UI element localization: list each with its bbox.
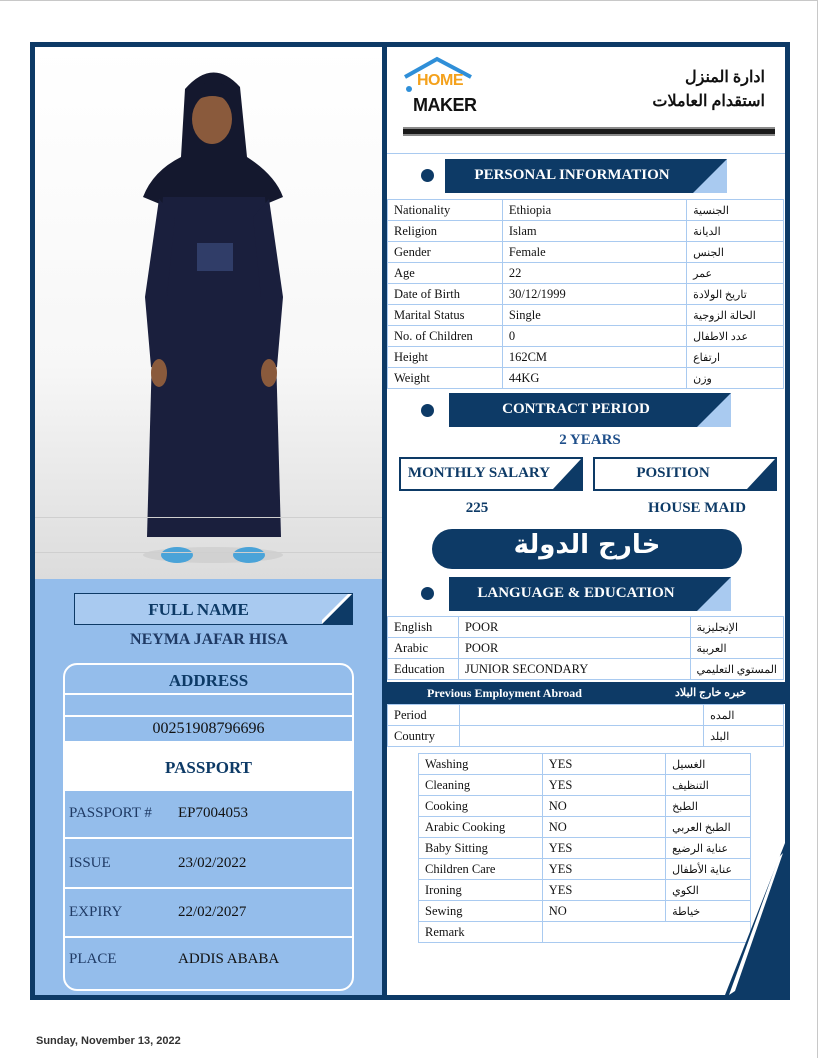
skill-row-value: NO xyxy=(542,901,665,922)
personal-info-title: PERSONAL INFORMATION xyxy=(474,167,670,183)
language-row-label: Education xyxy=(388,659,459,680)
personal-row-value: Ethiopia xyxy=(502,200,686,221)
place-value: ADDIS ABABA xyxy=(178,951,280,967)
personal-row-arabic-label: الحالة الزوجية xyxy=(687,305,784,326)
bullet-icon xyxy=(421,587,434,600)
previous-row-label: Period xyxy=(388,705,460,726)
place-label: PLACE xyxy=(69,951,117,967)
corner-triangle-icon xyxy=(697,577,731,611)
corner-triangle-icon xyxy=(747,459,775,489)
logo-maker-text: MAKER xyxy=(413,95,477,115)
passport-number-label: PASSPORT # xyxy=(69,805,152,821)
skill-row xyxy=(419,754,751,775)
corner-triangle-icon xyxy=(693,159,727,193)
skill-row-arabic-label: عناية الرضيع xyxy=(666,838,751,859)
issue-label: ISSUE xyxy=(69,855,111,871)
corner-triangle-icon xyxy=(697,393,731,427)
contract-period-value: 2 YEARS xyxy=(559,432,621,448)
corner-triangle-icon xyxy=(322,594,352,624)
skill-row xyxy=(419,880,751,901)
personal-row xyxy=(388,347,784,368)
passport-label: PASSPORT xyxy=(65,743,352,791)
full-name-value: NEYMA JAFAR HISA xyxy=(130,631,288,648)
skill-row xyxy=(419,796,751,817)
address-line xyxy=(65,695,352,717)
personal-row-label: No. of Children xyxy=(388,326,503,347)
person-figure-icon xyxy=(35,47,382,579)
skill-row xyxy=(419,817,751,838)
personal-row xyxy=(388,263,784,284)
language-row xyxy=(388,638,784,659)
passport-row xyxy=(65,890,352,938)
remark-label: Remark xyxy=(419,922,543,943)
position-box xyxy=(593,457,777,491)
skill-row-value: YES xyxy=(542,859,665,880)
personal-row xyxy=(388,284,784,305)
language-row-arabic-label: الإنجليزية xyxy=(690,617,783,638)
skills-table xyxy=(418,753,751,943)
skill-row-label: Cooking xyxy=(419,796,543,817)
header-rule xyxy=(403,127,775,136)
candidate-photo xyxy=(35,47,382,579)
full-name-label: FULL NAME xyxy=(148,600,249,619)
personal-row xyxy=(388,368,784,389)
language-education-header xyxy=(449,577,731,611)
skill-row-value: YES xyxy=(542,880,665,901)
passport-row xyxy=(65,841,352,889)
personal-row-arabic-label: وزن xyxy=(687,368,784,389)
personal-row-arabic-label: تاريخ الولادة xyxy=(687,284,784,305)
skill-row xyxy=(419,838,751,859)
full-name-header xyxy=(74,593,353,625)
personal-row-arabic-label: عمر xyxy=(687,263,784,284)
personal-row-value: 30/12/1999 xyxy=(502,284,686,305)
skill-row xyxy=(419,775,751,796)
passport-row xyxy=(65,791,352,839)
abroad-pill: خارج الدولة xyxy=(432,529,742,569)
personal-row xyxy=(388,221,784,242)
personal-row-value: 22 xyxy=(502,263,686,284)
personal-row-label: Marital Status xyxy=(388,305,503,326)
remark-value xyxy=(542,922,750,943)
language-row xyxy=(388,659,784,680)
skill-row-arabic-label: عناية الأطفال xyxy=(666,859,751,880)
personal-row xyxy=(388,242,784,263)
address-passport-box xyxy=(63,663,354,991)
passport-number-value: EP7004053 xyxy=(178,805,249,821)
skill-row-label: Arabic Cooking xyxy=(419,817,543,838)
floor-line xyxy=(35,517,382,518)
skill-row-value: NO xyxy=(542,796,665,817)
language-education-title: LANGUAGE & EDUCATION xyxy=(477,585,675,601)
language-row-label: Arabic xyxy=(388,638,459,659)
monthly-salary-label: MONTHLY SALARY xyxy=(407,465,551,481)
personal-row-value: 44KG xyxy=(502,368,686,389)
expiry-value: 22/02/2027 xyxy=(178,904,247,920)
language-row xyxy=(388,617,784,638)
personal-row-value: Islam xyxy=(502,221,686,242)
personal-row-arabic-label: الديانة xyxy=(687,221,784,242)
language-row-value: POOR xyxy=(458,638,690,659)
passport-row xyxy=(65,937,352,985)
language-row-arabic-label: العربية xyxy=(690,638,783,659)
skill-row-label: Sewing xyxy=(419,901,543,922)
personal-row-arabic-label: الجنسية xyxy=(687,200,784,221)
previous-row-label: Country xyxy=(388,726,460,747)
right-column xyxy=(387,47,785,995)
previous-row xyxy=(388,705,784,726)
position-value: HOUSE MAID xyxy=(648,500,746,516)
skill-row-label: Ironing xyxy=(419,880,543,901)
personal-info-table xyxy=(387,199,784,389)
personal-row xyxy=(388,200,784,221)
previous-row xyxy=(388,726,784,747)
personal-row-label: Date of Birth xyxy=(388,284,503,305)
personal-row-label: Religion xyxy=(388,221,503,242)
previous-employment-title: Previous Employment Abroad xyxy=(427,686,582,700)
agency-subtitle-ar: استقدام العاملات xyxy=(652,93,765,110)
skill-row-arabic-label: التنظيف xyxy=(666,775,751,796)
personal-info-header xyxy=(445,159,727,193)
contract-period-title: CONTRACT PERIOD xyxy=(502,401,650,417)
personal-row-label: Age xyxy=(388,263,503,284)
language-row-label: English xyxy=(388,617,459,638)
personal-row xyxy=(388,326,784,347)
personal-row-arabic-label: ارتفاع xyxy=(687,347,784,368)
skill-row-label: Cleaning xyxy=(419,775,543,796)
skill-row-value: YES xyxy=(542,775,665,796)
language-row-value: POOR xyxy=(458,617,690,638)
skill-row-label: Children Care xyxy=(419,859,543,880)
left-column xyxy=(35,47,382,995)
previous-row-arabic-label: المده xyxy=(704,705,784,726)
personal-row-value: Female xyxy=(502,242,686,263)
skill-row-label: Baby Sitting xyxy=(419,838,543,859)
personal-row-arabic-label: عدد الاطفال xyxy=(687,326,784,347)
skill-row-label: Washing xyxy=(419,754,543,775)
personal-row-label: Nationality xyxy=(388,200,503,221)
cv-frame xyxy=(30,42,790,1000)
personal-row-value: 0 xyxy=(502,326,686,347)
personal-row-label: Weight xyxy=(388,368,503,389)
language-table xyxy=(387,616,784,680)
previous-employment-table xyxy=(387,704,784,747)
skill-row-arabic-label: الطبخ xyxy=(666,796,751,817)
monthly-salary-box xyxy=(399,457,583,491)
skill-row-arabic-label: خياطة xyxy=(666,901,751,922)
contract-period-header xyxy=(449,393,731,427)
agency-name-ar: ادارة المنزل xyxy=(685,69,765,86)
personal-row-value: Single xyxy=(502,305,686,326)
previous-row-arabic-label: البلد xyxy=(704,726,784,747)
previous-row-value xyxy=(459,726,703,747)
personal-row-label: Height xyxy=(388,347,503,368)
skill-row xyxy=(419,859,751,880)
remark-row xyxy=(419,922,751,943)
skill-row-value: YES xyxy=(542,838,665,859)
personal-row-value: 162CM xyxy=(502,347,686,368)
previous-employment-header xyxy=(387,682,785,704)
header-divider xyxy=(387,153,785,154)
logo-home-text: HOME xyxy=(417,72,463,89)
skill-row-value: NO xyxy=(542,817,665,838)
language-row-arabic-label: المستوي التعليمي xyxy=(690,659,783,680)
address-label: ADDRESS xyxy=(65,665,352,695)
skill-row-arabic-label: الغسيل xyxy=(666,754,751,775)
logo-header xyxy=(387,47,785,153)
decorative-triangle-icon xyxy=(725,843,785,995)
personal-row-label: Gender xyxy=(388,242,503,263)
personal-row xyxy=(388,305,784,326)
previous-row-value xyxy=(459,705,703,726)
issue-value: 23/02/2022 xyxy=(178,855,247,871)
position-label: POSITION xyxy=(636,465,710,481)
skill-row xyxy=(419,901,751,922)
footer-date: Sunday, November 13, 2022 xyxy=(36,1035,181,1047)
language-row-value: JUNIOR SECONDARY xyxy=(458,659,690,680)
corner-triangle-icon xyxy=(553,459,581,489)
previous-employment-title-ar: خبره خارج البلاد xyxy=(675,687,747,699)
skill-row-value: YES xyxy=(542,754,665,775)
floor-line xyxy=(35,552,382,553)
bullet-icon xyxy=(421,169,434,182)
monthly-salary-value: 225 xyxy=(465,500,489,516)
expiry-label: EXPIRY xyxy=(69,904,123,920)
personal-row-arabic-label: الجنس xyxy=(687,242,784,263)
address-phone: 00251908796696 xyxy=(65,717,352,743)
bullet-icon xyxy=(421,404,434,417)
skill-row-arabic-label: الكوي xyxy=(666,880,751,901)
skill-row-arabic-label: الطبخ العربي xyxy=(666,817,751,838)
